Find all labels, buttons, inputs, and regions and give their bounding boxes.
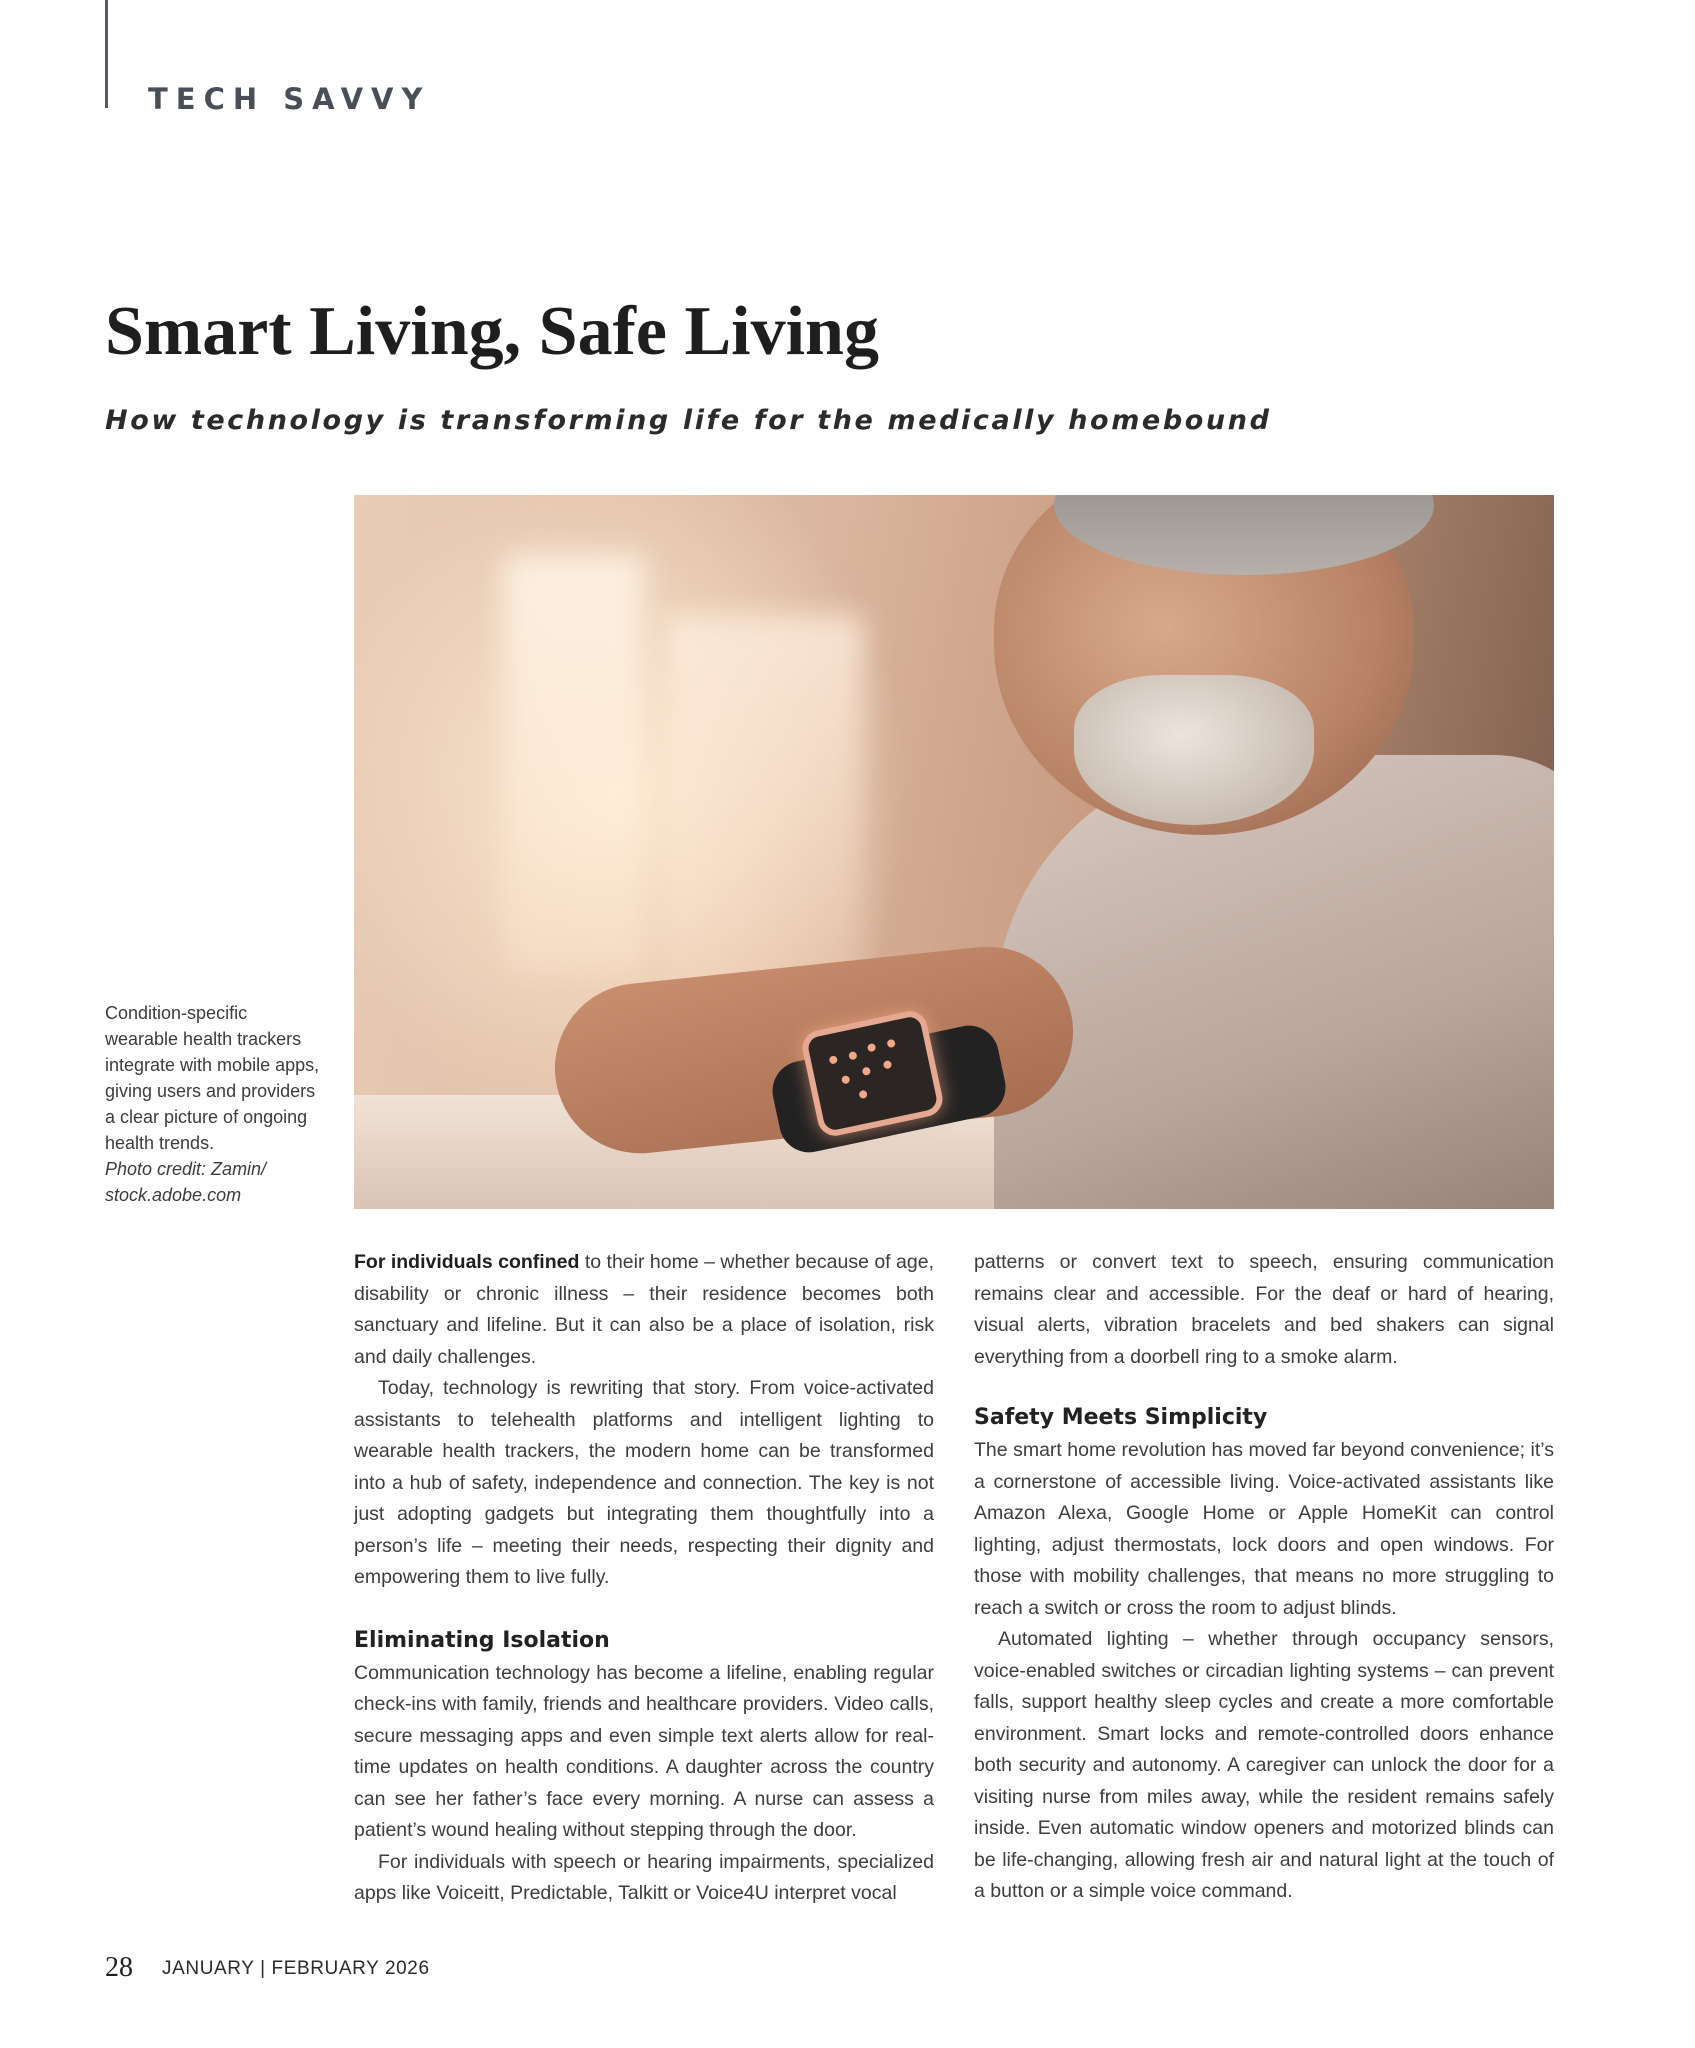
section-rule bbox=[105, 0, 108, 108]
paragraph-text: to their home – whether because of age, disability or chronic illness – their residence becomes both sanctuary and lifeline. But it can also be a place of isolation, risk and daily challenges. bbox=[354, 1251, 934, 1368]
lead-in: For individuals confined bbox=[354, 1251, 580, 1273]
body-column-2 bbox=[974, 1247, 1554, 1908]
photo-beard bbox=[1074, 675, 1314, 825]
article-title: Smart Living, Safe Living bbox=[105, 293, 879, 370]
watch-app-dot bbox=[829, 1055, 838, 1064]
watch-app-dot bbox=[867, 1043, 876, 1052]
photo-window-light bbox=[664, 615, 864, 995]
watch-app-dot bbox=[883, 1060, 892, 1069]
body-paragraph: Communication technology has become a lifeline, enabling regular check-ins with family, friends and healthcare providers. Video calls, secure messaging apps and even simple text alerts allow for real-time updates on health conditions. A daughter across the country can see her father’s face every morning. A nurse can assess a patient’s wound healing without stepping through the door. bbox=[354, 1661, 934, 1841]
watch-app-dot bbox=[848, 1051, 857, 1060]
body-paragraph: Today, technology is rewriting that story. From voice-activated assistants to telehealth platforms and intelligent lighting to wearable health trackers, the modern home can be transformed into a hub of safety, independence and connection. The key is not just adopting gadgets but integrating them thoughtfully into a person’s life – meeting their needs, respecting their dignity and empowering them to live fully. bbox=[354, 1377, 934, 1588]
photo-credit: Photo credit: Zamin/ stock.adobe.com bbox=[105, 1159, 267, 1205]
issue-date: JANUARY | FEBRUARY 2026 bbox=[162, 1958, 430, 1979]
body-paragraph: The smart home revolution has moved far beyond convenience; it’s a cornerstone of accessible living. Voice-activated assistants like Amazon Alexa, Google Home or Apple HomeKit can control lighting, adjust thermostats, lock doors and open windows. For those with mobility challenges, that means no more struggling to reach a switch or cross the room to adjust blinds. bbox=[974, 1439, 1554, 1619]
article-subtitle: How technology is transforming life for the medically homebound bbox=[105, 405, 1272, 436]
body-column-1 bbox=[354, 1247, 934, 1910]
watch-app-dot bbox=[841, 1075, 850, 1084]
body-paragraph: For individuals with speech or hearing impairments, specialized apps like Voiceitt, Predictable, Talkitt or Voice4U interpret vocal bbox=[354, 1850, 934, 1904]
watch-app-dot bbox=[886, 1039, 895, 1048]
caption-text: Condition-specific wearable health trackers integrate with mobile apps, giving users and providers a clear picture of ongoing health trends. bbox=[105, 1003, 320, 1153]
body-paragraph-continued: patterns or convert text to speech, ensuring communication remains clear and accessible. For the deaf or hard of hearing, visual alerts, vibration bracelets and bed shakers can signal everything from a doorbell ring to a smoke alarm. bbox=[974, 1251, 1554, 1368]
subheading-isolation: Eliminating Isolation bbox=[354, 1627, 610, 1653]
section-label: TECH SAVVY bbox=[148, 82, 431, 116]
watch-app-dot bbox=[862, 1066, 871, 1075]
subheading-safety: Safety Meets Simplicity bbox=[974, 1405, 1268, 1430]
photo-caption bbox=[105, 1000, 320, 1208]
body-paragraph bbox=[354, 1247, 934, 1373]
page-number: 28 bbox=[105, 1952, 133, 1983]
watch-app-dot bbox=[858, 1090, 867, 1099]
body-paragraph: Automated lighting – whether through occupancy sensors, voice-enabled switches or circadian lighting systems – can prevent falls, support healthy sleep cycles and create a more comfortable environment. Smart locks and remote-controlled doors enhance both security and autonomy. A caregiver can unlock the door for a visiting nurse from miles away, while the resident remains safely inside. Even automatic window openers and motorized blinds can be life-changing, allowing fresh air and natural light at the touch of a button or a simple voice command. bbox=[974, 1628, 1554, 1902]
photo-window-light bbox=[504, 555, 644, 975]
article-photo bbox=[354, 495, 1554, 1209]
